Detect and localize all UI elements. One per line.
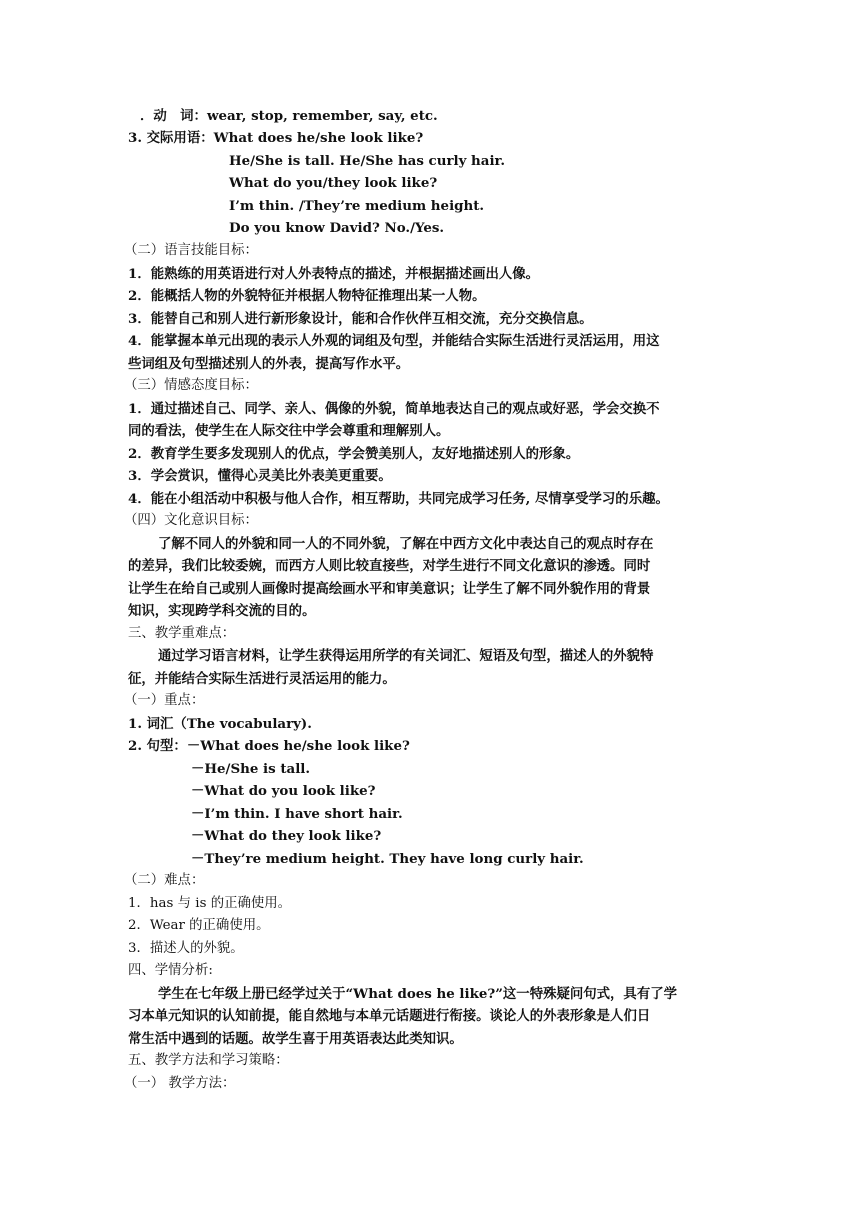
text-line: ．动 词：wear, stop, remember, say, etc.: [140, 108, 438, 124]
section-heading: （三）情感态度目标：: [124, 378, 258, 393]
text-line: 让学生在给自己或别人画像时提高绘画水平和审美意识；让学生了解不同外貌作用的背景: [128, 581, 651, 597]
text-line: 常生活中遇到的话题。故学生喜于用英语表达此类知识。: [128, 1031, 463, 1047]
text-line: 1．通过描述自己、同学、亲人、偶像的外貌，简单地表达自己的观点或好恶，学会交换不: [128, 401, 660, 417]
text-line: 2．Wear 的正确使用。: [128, 918, 270, 933]
text-line: 4．能掌握本单元出现的表示人外观的词组及句型，并能结合实际生活进行灵活运用，用这: [128, 333, 660, 349]
text-line: 3．描述人的外貌。: [128, 941, 244, 956]
text-line: 些词组及句型描述别人的外表，提高写作水平。: [128, 356, 410, 372]
section-heading: 四、学情分析:: [128, 963, 213, 978]
text-line: －They’re medium height. They have long curly hair.: [191, 851, 584, 867]
text-line: －He/She is tall.: [191, 761, 311, 777]
text-line: 1．能熟练的用英语进行对人外表特点的描述，并根据描述画出人像。: [128, 266, 540, 282]
text-line: 3．学会赏识，懂得心灵美比外表美更重要。: [128, 468, 392, 484]
section-heading: （一）重点：: [124, 693, 205, 708]
text-line: 1．has 与 is 的正确使用。: [128, 896, 292, 911]
text-line: 同的看法，使学生在人际交往中学会尊重和理解别人。: [128, 423, 450, 439]
section-heading: 三、教学重难点：: [128, 626, 236, 641]
section-heading: （二）语言技能目标：: [124, 243, 258, 258]
section-heading: 五、教学方法和学习策略：: [128, 1053, 289, 1068]
text-line: 2. 句型：－What does he/she look like?: [128, 738, 410, 754]
text-line: 征，并能结合实际生活进行灵活运用的能力。: [128, 671, 396, 687]
text-line: 2．能概括人物的外貌特征并根据人物特征推理出某一人物。: [128, 288, 486, 304]
text-line: Do you know David? No./Yes.: [229, 220, 445, 236]
text-line: 的差异，我们比较委婉，而西方人则比较直接些，对学生进行不同文化意识的渗透。同时: [128, 558, 651, 574]
text-line: －What do they look like?: [191, 828, 382, 844]
section-heading: （四）文化意识目标：: [124, 513, 258, 528]
text-line: 1. 词汇（The vocabulary).: [128, 716, 312, 732]
text-line: 了解不同人的外貌和同一人的不同外貌，了解在中西方文化中表达自己的观点时存在: [158, 536, 654, 552]
text-line: 知识，实现跨学科交流的目的。: [128, 603, 316, 619]
text-line: 4．能在小组活动中积极与他人合作，相互帮助，共同完成学习任务, 尽情享受学习的乐趣。: [128, 491, 669, 507]
text-line: 3. 交际用语：What does he/she look like?: [128, 130, 424, 146]
text-line: What do you/they look like?: [229, 175, 438, 191]
text-line: 学生在七年级上册已经学过关于“What does he like?”这一特殊疑问句式，具有了学: [158, 986, 677, 1002]
section-heading: （二）难点：: [124, 873, 205, 888]
text-line: －I’m thin. I have short hair.: [191, 806, 403, 822]
text-line: －What do you look like?: [191, 783, 376, 799]
text-line: 通过学习语言材料，让学生获得运用所学的有关词汇、短语及句型，描述人的外貌特: [158, 648, 654, 664]
text-line: I’m thin. /They’re medium height.: [229, 198, 485, 214]
text-line: He/She is tall. He/She has curly hair.: [229, 153, 506, 169]
section-heading: （一） 教学方法：: [124, 1076, 236, 1091]
text-line: 习本单元知识的认知前提，能自然地与本单元话题进行衔接。谈论人的外表形象是人们日: [128, 1008, 651, 1024]
text-line: 3．能替自己和别人进行新形象设计，能和合作伙伴互相交流，充分交换信息。: [128, 311, 593, 327]
text-line: 2．教育学生要多发现别人的优点，学会赞美别人，友好地描述别人的形象。: [128, 446, 580, 462]
